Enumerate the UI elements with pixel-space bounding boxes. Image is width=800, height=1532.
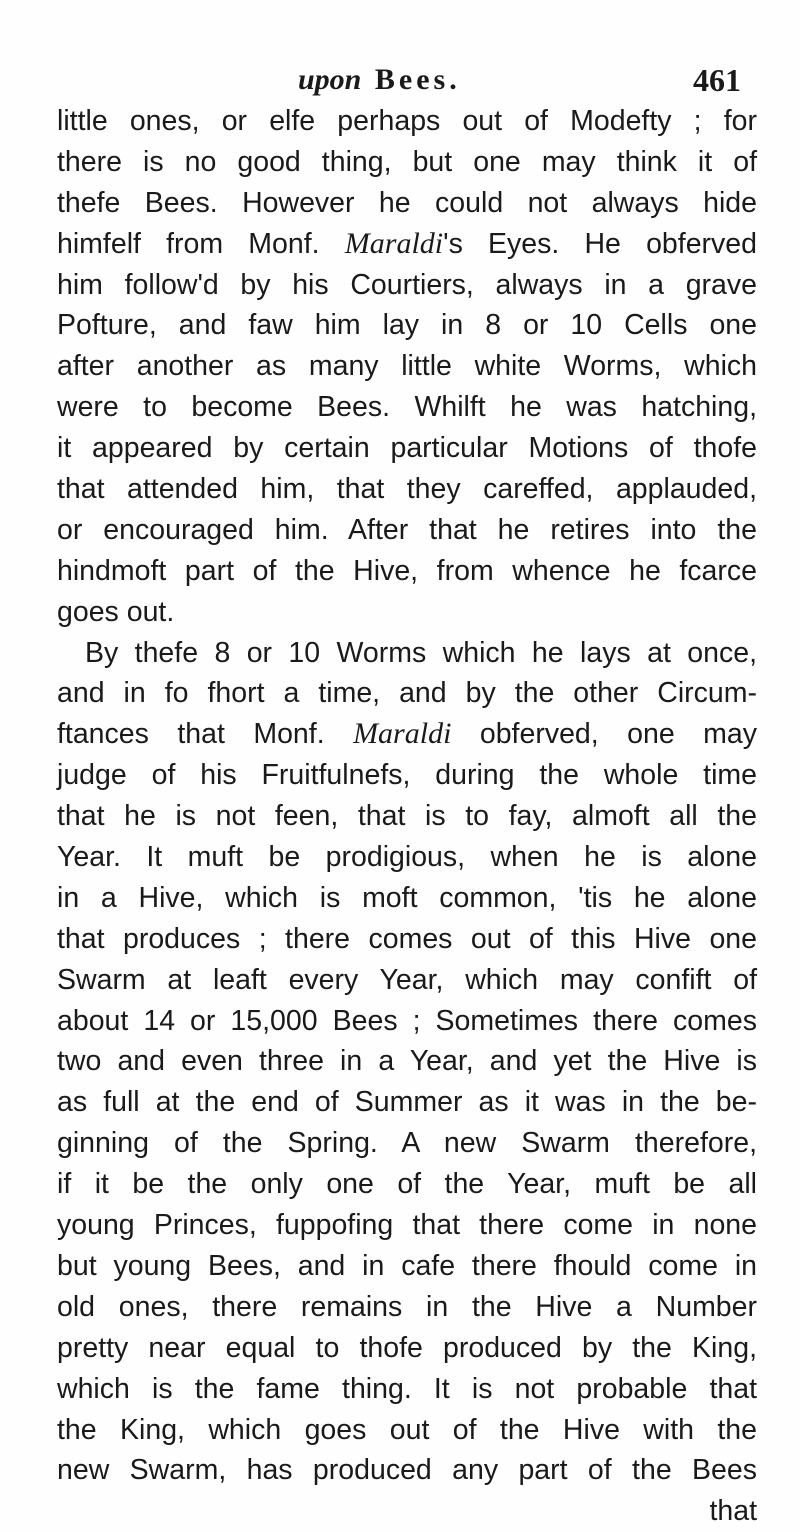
text-line: which is the fame thing. It is not probable that bbox=[57, 1372, 757, 1405]
text-line: ginning of the Spring. A new Swarm therefore, bbox=[57, 1127, 757, 1160]
italic-name: Maraldi bbox=[353, 717, 452, 751]
text-line: young Princes, fuppofing that there come in none bbox=[57, 1209, 757, 1242]
italic-name: Maraldi bbox=[344, 226, 444, 260]
running-head-prefix: upon bbox=[298, 63, 362, 96]
text-line: new Swarm, has produced any part of the Bees bbox=[57, 1454, 757, 1487]
text-line bbox=[57, 714, 757, 755]
paragraph-start-line: By thefe 8 or 10 Worms which he lays at once, bbox=[85, 636, 757, 669]
text-line: him follow'd by his Courtiers, always in a grave bbox=[57, 268, 757, 301]
text-line: and in fo fhort a time, and by the other Circum- bbox=[57, 677, 757, 710]
text-line: that attended him, that they careffed, applauded, bbox=[57, 473, 757, 506]
body-text bbox=[57, 101, 757, 1532]
text-line: after another as many little white Worms, which bbox=[57, 350, 757, 383]
text-line: Pofture, and faw him lay in 8 or 10 Cells one bbox=[57, 309, 757, 342]
text-line: if it be the only one of the Year, muft be all bbox=[57, 1168, 757, 1201]
text-line: goes out. bbox=[57, 595, 175, 628]
text-line: as full at the end of Summer as it was in the be- bbox=[57, 1086, 757, 1119]
text-line: pretty near equal to thofe produced by the King, bbox=[57, 1331, 757, 1364]
text-line: the King, which goes out of the Hive with the bbox=[57, 1413, 757, 1446]
text-line: Year. It muft be prodigious, when he is alone bbox=[57, 841, 757, 874]
text-line: old ones, there remains in the Hive a Number bbox=[57, 1290, 757, 1323]
text-line bbox=[57, 224, 757, 265]
text-line: that produces ; there comes out of this Hive one bbox=[57, 922, 757, 955]
catchword: that bbox=[709, 1495, 757, 1528]
text-line: judge of his Fruitfulnefs, during the whole time bbox=[57, 759, 757, 792]
running-head bbox=[298, 62, 461, 98]
text-line: Swarm at leaft every Year, which may confift of bbox=[57, 963, 757, 996]
running-head-title: Bees. bbox=[374, 63, 461, 96]
text-run: obferved, one may bbox=[451, 718, 757, 751]
text-line: but young Bees, and in cafe there fhould come in bbox=[57, 1249, 757, 1282]
text-line: little ones, or elfe perhaps out of Modefty ; for bbox=[57, 105, 757, 137]
text-run: ftances that Monf. bbox=[57, 718, 354, 751]
page-number: 461 bbox=[693, 62, 741, 98]
page-header bbox=[0, 62, 800, 102]
text-line: that he is not feen, that is to fay, almoft all the bbox=[57, 800, 757, 833]
text-line: there is no good thing, but one may think it of bbox=[57, 145, 757, 178]
text-line: in a Hive, which is moft common, 'tis he alone bbox=[57, 881, 757, 914]
text-line: hindmoft part of the Hive, from whence he fcarce bbox=[57, 554, 757, 587]
text-line: it appeared by certain particular Motions of thofe bbox=[57, 432, 757, 465]
text-line: or encouraged him. After that he retires into the bbox=[57, 513, 757, 546]
text-line: were to become Bees. Whilft he was hatching, bbox=[57, 391, 757, 424]
text-line: thefe Bees. However he could not always hide bbox=[57, 186, 757, 219]
text-run: 's Eyes. He obferved bbox=[443, 227, 757, 260]
text-line: about 14 or 15,000 Bees ; Sometimes there comes bbox=[57, 1004, 757, 1037]
text-line: two and even three in a Year, and yet the Hive is bbox=[57, 1045, 757, 1078]
text-run: himfelf from Monf. bbox=[57, 227, 345, 260]
